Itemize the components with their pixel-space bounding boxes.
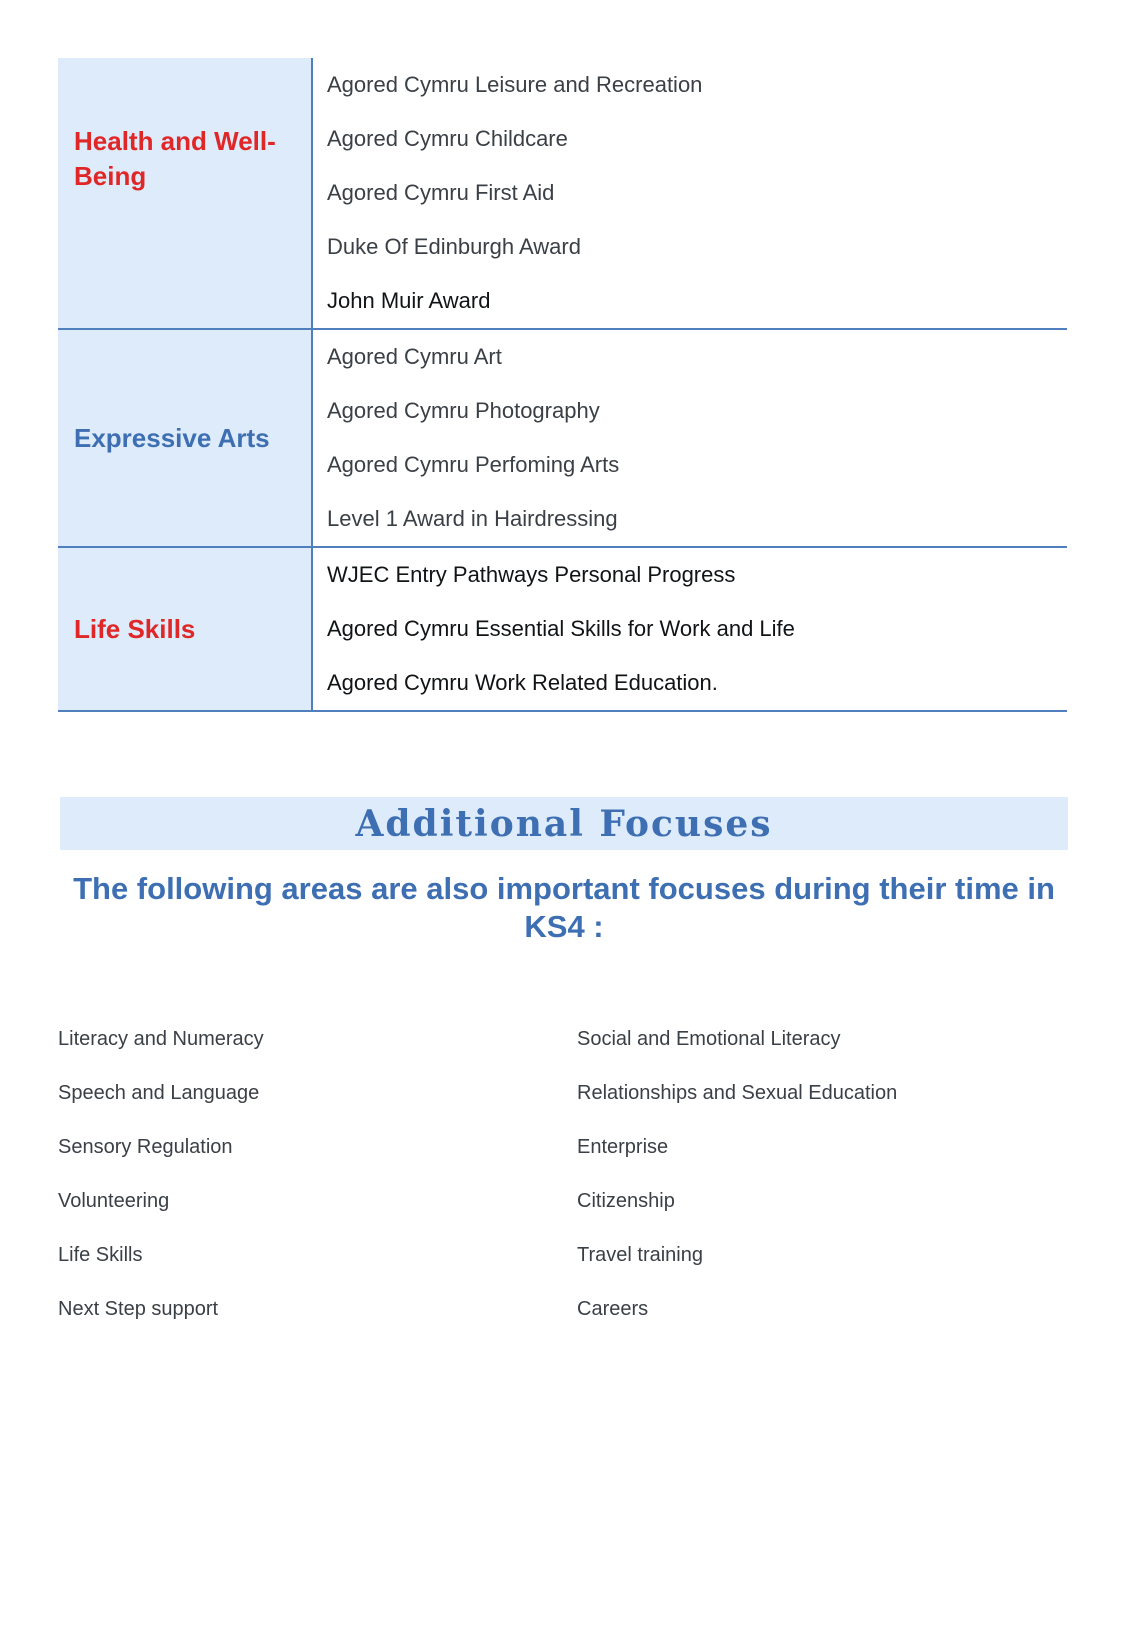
course-item: Agored Cymru First Aid: [327, 180, 555, 205]
list-item: Social and Emotional Literacy: [577, 1028, 841, 1050]
course-list: [312, 58, 1067, 329]
list-item: Travel training: [577, 1244, 703, 1266]
course-item: Agored Cymru Essential Skills for Work and Life: [327, 616, 795, 641]
area-name-expressive-arts: Expressive Arts: [74, 422, 270, 453]
list-item: Next Step support: [58, 1298, 219, 1320]
course-item: Agored Cymru Work Related Education.: [327, 670, 718, 695]
table-row-expressive-arts: [58, 329, 1067, 547]
course-item: Agored Cymru Perfoming Arts: [327, 452, 620, 477]
list-item: Speech and Language: [58, 1082, 260, 1104]
course-list: [312, 329, 1067, 547]
course-item: Duke Of Edinburgh Award: [327, 234, 581, 259]
list-item: Literacy and Numeracy: [58, 1028, 264, 1050]
area-cell: [58, 58, 312, 329]
list-item: Relationships and Sexual Education: [577, 1082, 898, 1104]
course-item: WJEC Entry Pathways Personal Progress: [327, 562, 736, 587]
area-name-life-skills: Life Skills: [74, 613, 196, 644]
list-item: Sensory Regulation: [58, 1136, 233, 1158]
table-row-life-skills: [58, 547, 1067, 711]
table-row-health: [58, 58, 1067, 329]
course-item: Agored Cymru Leisure and Recreation: [327, 72, 703, 97]
course-item: Agored Cymru Childcare: [327, 126, 568, 151]
focus-list-left: [58, 1022, 264, 1346]
list-item: Careers: [577, 1298, 649, 1320]
course-item: Agored Cymru Photography: [327, 398, 600, 423]
course-item: Agored Cymru Art: [327, 344, 502, 369]
list-item: Life Skills: [58, 1244, 143, 1266]
section-title: Additional Focuses: [355, 802, 773, 845]
course-item: John Muir Award: [327, 288, 491, 313]
area-cell: [58, 547, 312, 711]
list-item: Citizenship: [577, 1190, 675, 1212]
course-item: Level 1 Award in Hairdressing: [327, 506, 618, 531]
area-cell: [58, 329, 312, 547]
course-list: [312, 547, 1067, 711]
section-subtitle: The following areas are also important focuses during their time in KS4 :: [73, 871, 1055, 944]
additional-focuses-banner: [60, 797, 1068, 850]
focus-list-right: [577, 1022, 897, 1346]
area-name-health-well-being: Health and Well-Being: [74, 126, 276, 191]
list-item: Volunteering: [58, 1190, 170, 1212]
subjects-table: [58, 58, 1067, 712]
list-item: Enterprise: [577, 1136, 669, 1158]
